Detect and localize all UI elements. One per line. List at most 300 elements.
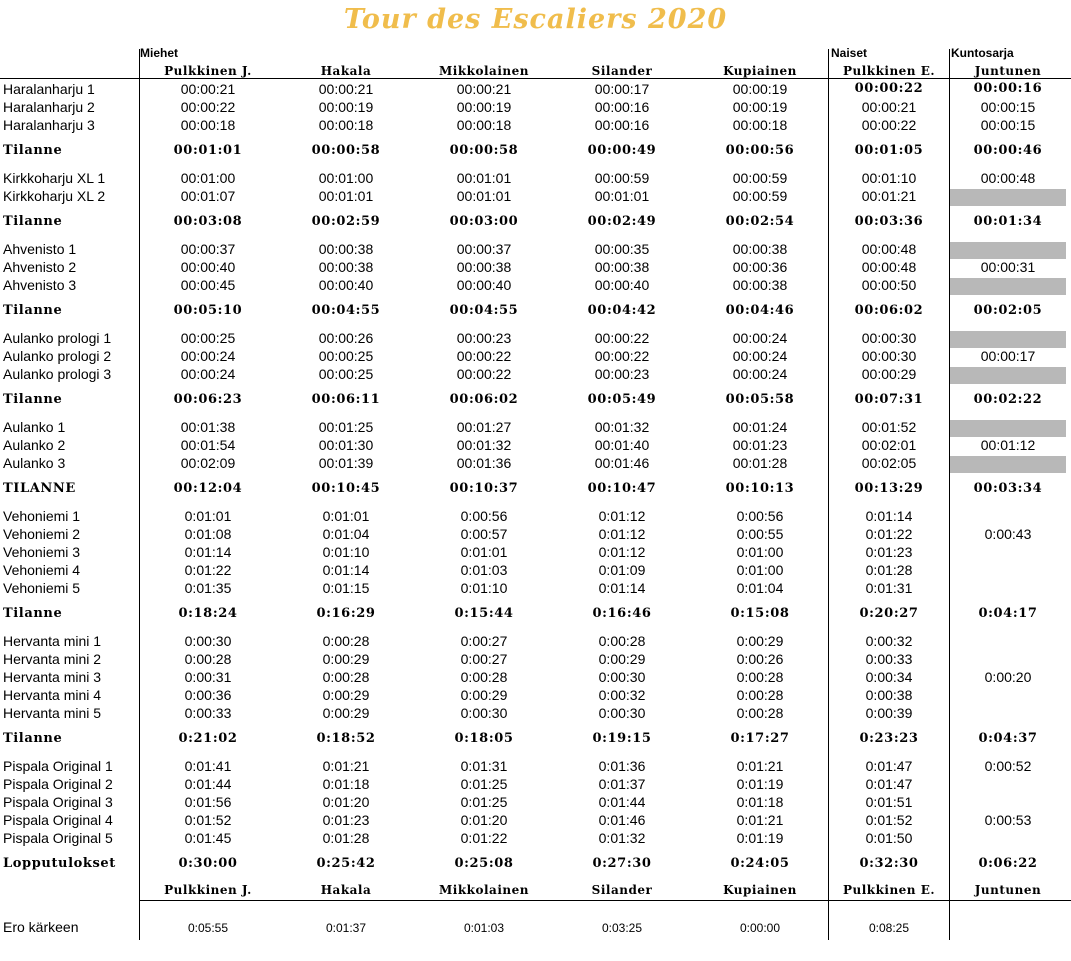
row-label: Vehoniemi 5 xyxy=(3,580,81,596)
group-label-men: Miehet xyxy=(140,46,179,60)
time-cell: 0:16:46 xyxy=(592,606,652,621)
time-cell: 0:06:22 xyxy=(978,856,1038,871)
time-cell: 00:00:19 xyxy=(732,81,788,97)
time-cell: 00:01:23 xyxy=(732,437,788,453)
time-cell: 0:15:44 xyxy=(454,606,514,621)
results-table xyxy=(0,45,1071,961)
column-header: Kupiainen xyxy=(723,64,797,78)
time-cell: 00:00:15 xyxy=(980,117,1036,133)
time-cell: 00:00:37 xyxy=(456,241,512,257)
time-cell: 00:00:59 xyxy=(732,170,788,186)
time-cell: 00:00:23 xyxy=(456,330,512,346)
time-cell: 0:00:32 xyxy=(865,633,913,649)
row-label: Vehoniemi 4 xyxy=(3,562,81,578)
row-label: Ahvenisto 2 xyxy=(3,259,77,275)
time-cell: 0:00:20 xyxy=(984,669,1032,685)
time-cell: 00:06:02 xyxy=(854,303,924,318)
column-header: Silander xyxy=(591,64,653,78)
time-cell: 00:06:23 xyxy=(173,392,243,407)
time-cell: 00:00:17 xyxy=(594,81,650,97)
time-cell: 00:00:48 xyxy=(980,170,1036,186)
group-label-women: Naiset xyxy=(831,46,868,60)
time-cell: 0:01:01 xyxy=(460,544,508,560)
time-cell: 00:00:16 xyxy=(594,99,650,115)
row-label: Haralanharju 3 xyxy=(3,117,95,133)
time-cell: 00:01:54 xyxy=(180,437,236,453)
row-label: Hervanta mini 1 xyxy=(3,633,102,649)
time-cell: 0:01:23 xyxy=(322,812,370,828)
time-cell: 0:01:20 xyxy=(322,794,370,810)
time-cell: 00:01:52 xyxy=(861,419,917,435)
time-cell: 00:01:36 xyxy=(456,455,512,471)
time-cell: 0:00:29 xyxy=(460,687,508,703)
time-cell: 0:01:21 xyxy=(736,812,784,828)
row-label: Pispala Original 2 xyxy=(3,776,113,792)
time-cell: 00:00:21 xyxy=(861,99,917,115)
time-cell: 0:00:39 xyxy=(865,705,913,721)
time-cell: 00:00:18 xyxy=(180,117,236,133)
time-cell: 0:01:31 xyxy=(460,758,508,774)
time-cell: 00:00:18 xyxy=(318,117,374,133)
time-cell: 00:10:13 xyxy=(725,481,795,496)
time-cell: 00:00:59 xyxy=(594,170,650,186)
time-cell: 00:01:07 xyxy=(180,188,236,204)
time-cell: 00:00:25 xyxy=(318,366,374,382)
time-cell: 00:01:10 xyxy=(861,170,917,186)
time-cell: 00:03:36 xyxy=(854,214,924,229)
time-cell: 00:00:23 xyxy=(594,366,650,382)
footer-column-header: Mikkolainen xyxy=(439,883,529,897)
time-cell: 0:01:21 xyxy=(322,758,370,774)
time-cell: 00:01:05 xyxy=(854,143,924,158)
row-label: TILANNE xyxy=(3,481,76,496)
time-cell: 0:01:00 xyxy=(736,562,784,578)
time-cell: 00:00:49 xyxy=(587,143,657,158)
time-cell: 00:00:46 xyxy=(973,143,1043,158)
time-cell: 00:00:38 xyxy=(456,259,512,275)
table-rule xyxy=(139,900,1071,901)
time-cell: 0:01:14 xyxy=(598,580,646,596)
time-cell: 0:00:26 xyxy=(736,651,784,667)
time-cell: 00:00:24 xyxy=(180,348,236,364)
time-cell: 00:01:25 xyxy=(318,419,374,435)
time-cell: 0:00:30 xyxy=(184,633,232,649)
column-divider xyxy=(139,49,140,940)
time-cell: 0:00:29 xyxy=(322,705,370,721)
time-cell: 0:01:00 xyxy=(736,544,784,560)
time-cell: 00:00:38 xyxy=(594,259,650,275)
time-cell: 00:01:28 xyxy=(732,455,788,471)
time-cell: 00:13:29 xyxy=(854,481,924,496)
row-label: Lopputulokset xyxy=(3,856,116,871)
time-cell: 0:19:15 xyxy=(592,731,652,746)
time-cell: 0:01:20 xyxy=(460,812,508,828)
time-cell: 00:01:01 xyxy=(456,188,512,204)
time-cell: 0:00:53 xyxy=(984,812,1032,828)
time-cell: 00:01:39 xyxy=(318,455,374,471)
time-cell: 00:00:59 xyxy=(732,188,788,204)
row-label: Tilanne xyxy=(3,606,63,621)
time-cell: 0:00:28 xyxy=(736,687,784,703)
time-cell: 00:05:49 xyxy=(587,392,657,407)
time-cell: 00:00:16 xyxy=(594,117,650,133)
time-cell: 0:01:44 xyxy=(184,776,232,792)
time-cell: 0:01:31 xyxy=(865,580,913,596)
time-cell: 0:24:05 xyxy=(730,856,790,871)
time-cell: 0:01:23 xyxy=(865,544,913,560)
empty-cell-shading xyxy=(950,242,1066,259)
time-cell: 0:04:17 xyxy=(978,606,1038,621)
time-cell: 00:10:37 xyxy=(449,481,519,496)
time-cell: 0:00:38 xyxy=(865,687,913,703)
time-cell: 0:01:47 xyxy=(865,776,913,792)
empty-cell-shading xyxy=(950,331,1066,348)
time-cell: 00:00:21 xyxy=(180,81,236,97)
time-cell: 0:18:24 xyxy=(178,606,238,621)
time-cell: 0:00:31 xyxy=(184,669,232,685)
time-cell: 00:02:49 xyxy=(587,214,657,229)
time-cell: 0:01:50 xyxy=(865,830,913,846)
gap-to-leader-cell: 0:00:00 xyxy=(739,921,781,935)
time-cell: 00:01:01 xyxy=(318,188,374,204)
time-cell: 00:00:29 xyxy=(861,366,917,382)
time-cell: 00:04:55 xyxy=(449,303,519,318)
time-cell: 0:00:29 xyxy=(598,651,646,667)
time-cell: 0:21:02 xyxy=(178,731,238,746)
time-cell: 0:01:22 xyxy=(184,562,232,578)
time-cell: 0:01:25 xyxy=(460,794,508,810)
time-cell: 0:01:56 xyxy=(184,794,232,810)
time-cell: 00:00:19 xyxy=(456,99,512,115)
group-label-fitness: Kuntosarja xyxy=(951,46,1014,60)
empty-cell-shading xyxy=(950,456,1066,473)
time-cell: 00:00:58 xyxy=(449,143,519,158)
time-cell: 00:01:00 xyxy=(318,170,374,186)
time-cell: 00:07:31 xyxy=(854,392,924,407)
time-cell: 00:01:32 xyxy=(594,419,650,435)
row-label: Pispala Original 1 xyxy=(3,758,113,774)
time-cell: 00:04:42 xyxy=(587,303,657,318)
time-cell: 00:02:54 xyxy=(725,214,795,229)
time-cell: 0:20:27 xyxy=(859,606,919,621)
time-cell: 0:01:04 xyxy=(736,580,784,596)
time-cell: 0:00:28 xyxy=(736,705,784,721)
time-cell: 0:00:29 xyxy=(322,687,370,703)
time-cell: 00:00:40 xyxy=(456,277,512,293)
row-label: Ahvenisto 1 xyxy=(3,241,77,257)
time-cell: 00:01:00 xyxy=(180,170,236,186)
time-cell: 0:01:18 xyxy=(736,794,784,810)
row-label: Hervanta mini 2 xyxy=(3,651,102,667)
time-cell: 00:00:45 xyxy=(180,277,236,293)
gap-to-leader-cell: 0:08:25 xyxy=(868,921,910,935)
gap-to-leader-cell: 0:03:25 xyxy=(601,921,643,935)
time-cell: 00:00:22 xyxy=(854,81,924,96)
row-label: Hervanta mini 4 xyxy=(3,687,102,703)
time-cell: 00:00:15 xyxy=(980,99,1036,115)
time-cell: 00:05:10 xyxy=(173,303,243,318)
time-cell: 0:01:45 xyxy=(184,830,232,846)
time-cell: 00:00:26 xyxy=(318,330,374,346)
time-cell: 0:01:47 xyxy=(865,758,913,774)
row-label: Pispala Original 4 xyxy=(3,812,113,828)
time-cell: 0:17:27 xyxy=(730,731,790,746)
time-cell: 0:01:21 xyxy=(736,758,784,774)
row-label: Haralanharju 1 xyxy=(3,81,95,97)
row-label: Tilanne xyxy=(3,731,63,746)
time-cell: 0:01:12 xyxy=(598,526,646,542)
time-cell: 0:25:42 xyxy=(316,856,376,871)
time-cell: 0:01:22 xyxy=(460,830,508,846)
table-rule xyxy=(0,78,1071,79)
row-label: Kirkkoharju XL 1 xyxy=(3,170,106,186)
time-cell: 00:01:32 xyxy=(456,437,512,453)
page-title: Tour des Escaliers 2020 xyxy=(343,4,728,35)
time-cell: 0:04:37 xyxy=(978,731,1038,746)
time-cell: 0:01:19 xyxy=(736,776,784,792)
time-cell: 00:03:34 xyxy=(973,481,1043,496)
time-cell: 00:02:59 xyxy=(311,214,381,229)
time-cell: 0:01:14 xyxy=(322,562,370,578)
time-cell: 00:00:38 xyxy=(318,241,374,257)
time-cell: 0:00:56 xyxy=(736,508,784,524)
time-cell: 0:00:33 xyxy=(184,705,232,721)
time-cell: 0:01:10 xyxy=(460,580,508,596)
time-cell: 00:00:21 xyxy=(318,81,374,97)
time-cell: 0:01:37 xyxy=(598,776,646,792)
time-cell: 0:00:32 xyxy=(598,687,646,703)
time-cell: 0:00:30 xyxy=(598,669,646,685)
time-cell: 00:01:01 xyxy=(173,143,243,158)
time-cell: 00:00:50 xyxy=(861,277,917,293)
time-cell: 00:04:55 xyxy=(311,303,381,318)
time-cell: 00:00:16 xyxy=(973,81,1043,96)
footer-column-header: Pulkkinen J. xyxy=(164,883,252,897)
row-label: Tilanne xyxy=(3,303,63,318)
time-cell: 0:01:22 xyxy=(865,526,913,542)
time-cell: 0:01:28 xyxy=(322,830,370,846)
time-cell: 00:00:30 xyxy=(861,348,917,364)
time-cell: 0:25:08 xyxy=(454,856,514,871)
time-cell: 00:10:45 xyxy=(311,481,381,496)
time-cell: 0:01:03 xyxy=(460,562,508,578)
time-cell: 00:00:40 xyxy=(594,277,650,293)
time-cell: 00:00:37 xyxy=(180,241,236,257)
time-cell: 00:00:40 xyxy=(180,259,236,275)
time-cell: 00:00:31 xyxy=(980,259,1036,275)
time-cell: 00:01:38 xyxy=(180,419,236,435)
column-header: Hakala xyxy=(320,64,372,78)
time-cell: 00:00:38 xyxy=(732,241,788,257)
gap-to-leader-cell: 0:01:37 xyxy=(325,921,367,935)
time-cell: 0:00:30 xyxy=(598,705,646,721)
row-label: Aulanko prologi 1 xyxy=(3,330,112,346)
time-cell: 0:01:10 xyxy=(322,544,370,560)
time-cell: 00:02:22 xyxy=(973,392,1043,407)
time-cell: 00:01:30 xyxy=(318,437,374,453)
time-cell: 0:00:36 xyxy=(184,687,232,703)
time-cell: 00:12:04 xyxy=(173,481,243,496)
time-cell: 0:01:01 xyxy=(184,508,232,524)
time-cell: 00:00:19 xyxy=(732,99,788,115)
row-label: Hervanta mini 3 xyxy=(3,669,102,685)
row-label: Ahvenisto 3 xyxy=(3,277,77,293)
time-cell: 0:01:46 xyxy=(598,812,646,828)
row-label: Kirkkoharju XL 2 xyxy=(3,188,106,204)
time-cell: 0:16:29 xyxy=(316,606,376,621)
time-cell: 00:00:22 xyxy=(456,348,512,364)
time-cell: 0:01:14 xyxy=(184,544,232,560)
row-label: Haralanharju 2 xyxy=(3,99,95,115)
column-header: Pulkkinen E. xyxy=(842,64,936,78)
time-cell: 00:00:25 xyxy=(180,330,236,346)
column-header: Pulkkinen J. xyxy=(164,64,252,78)
footer-column-header: Kupiainen xyxy=(723,883,797,897)
row-label: Tilanne xyxy=(3,392,63,407)
time-cell: 00:00:22 xyxy=(861,117,917,133)
time-cell: 0:00:28 xyxy=(184,651,232,667)
time-cell: 00:00:24 xyxy=(180,366,236,382)
time-cell: 0:01:35 xyxy=(184,580,232,596)
time-cell: 0:00:27 xyxy=(460,651,508,667)
time-cell: 00:00:48 xyxy=(861,259,917,275)
footer-column-header: Silander xyxy=(591,883,653,897)
time-cell: 00:00:38 xyxy=(732,277,788,293)
time-cell: 0:00:43 xyxy=(984,526,1032,542)
time-cell: 0:01:44 xyxy=(598,794,646,810)
empty-cell-shading xyxy=(950,189,1066,206)
time-cell: 00:02:01 xyxy=(861,437,917,453)
column-header: Juntunen xyxy=(974,64,1042,78)
time-cell: 00:00:36 xyxy=(732,259,788,275)
column-header: Mikkolainen xyxy=(439,64,529,78)
time-cell: 0:00:29 xyxy=(322,651,370,667)
time-cell: 0:00:28 xyxy=(598,633,646,649)
time-cell: 00:06:02 xyxy=(449,392,519,407)
time-cell: 0:00:28 xyxy=(322,633,370,649)
time-cell: 0:00:34 xyxy=(865,669,913,685)
time-cell: 0:01:41 xyxy=(184,758,232,774)
time-cell: 0:27:30 xyxy=(592,856,652,871)
time-cell: 00:01:27 xyxy=(456,419,512,435)
time-cell: 0:30:00 xyxy=(178,856,238,871)
time-cell: 0:00:56 xyxy=(460,508,508,524)
time-cell: 0:01:01 xyxy=(322,508,370,524)
row-label: Aulanko 2 xyxy=(3,437,66,453)
time-cell: 00:01:34 xyxy=(973,214,1043,229)
time-cell: 00:06:11 xyxy=(311,392,381,407)
time-cell: 00:00:18 xyxy=(456,117,512,133)
gap-to-leader-cell: 0:05:55 xyxy=(187,921,229,935)
time-cell: 00:00:40 xyxy=(318,277,374,293)
time-cell: 00:01:24 xyxy=(732,419,788,435)
row-label: Aulanko prologi 2 xyxy=(3,348,112,364)
footer-column-header: Hakala xyxy=(320,883,372,897)
footer-column-header: Juntunen xyxy=(974,883,1042,897)
time-cell: 0:00:55 xyxy=(736,526,784,542)
time-cell: 0:23:23 xyxy=(859,731,919,746)
time-cell: 0:00:28 xyxy=(736,669,784,685)
time-cell: 00:00:22 xyxy=(180,99,236,115)
time-cell: 00:00:21 xyxy=(456,81,512,97)
time-cell: 0:00:28 xyxy=(460,669,508,685)
time-cell: 0:01:09 xyxy=(598,562,646,578)
time-cell: 0:01:08 xyxy=(184,526,232,542)
time-cell: 00:05:58 xyxy=(725,392,795,407)
time-cell: 00:00:17 xyxy=(980,348,1036,364)
time-cell: 0:01:15 xyxy=(322,580,370,596)
time-cell: 00:00:30 xyxy=(861,330,917,346)
gap-to-leader-cell: 0:01:03 xyxy=(463,921,505,935)
time-cell: 00:03:00 xyxy=(449,214,519,229)
time-cell: 0:01:52 xyxy=(865,812,913,828)
time-cell: 00:00:38 xyxy=(318,259,374,275)
time-cell: 00:00:22 xyxy=(456,366,512,382)
time-cell: 00:00:22 xyxy=(594,330,650,346)
row-label: Tilanne xyxy=(3,143,63,158)
time-cell: 0:01:14 xyxy=(865,508,913,524)
time-cell: 0:01:25 xyxy=(460,776,508,792)
row-label: Aulanko 3 xyxy=(3,455,66,471)
time-cell: 0:00:28 xyxy=(322,669,370,685)
row-label: Vehoniemi 2 xyxy=(3,526,81,542)
time-cell: 00:01:01 xyxy=(456,170,512,186)
time-cell: 0:01:18 xyxy=(322,776,370,792)
time-cell: 00:00:24 xyxy=(732,366,788,382)
row-label: Vehoniemi 3 xyxy=(3,544,81,560)
empty-cell-shading xyxy=(950,367,1066,384)
time-cell: 00:01:12 xyxy=(980,437,1036,453)
time-cell: 0:01:36 xyxy=(598,758,646,774)
time-cell: 0:18:05 xyxy=(454,731,514,746)
time-cell: 00:00:58 xyxy=(311,143,381,158)
time-cell: 00:02:05 xyxy=(973,303,1043,318)
empty-cell-shading xyxy=(950,420,1066,437)
row-label: Pispala Original 5 xyxy=(3,830,113,846)
time-cell: 00:02:09 xyxy=(180,455,236,471)
time-cell: 00:01:01 xyxy=(594,188,650,204)
time-cell: 0:00:29 xyxy=(736,633,784,649)
time-cell: 00:02:05 xyxy=(861,455,917,471)
time-cell: 00:00:25 xyxy=(318,348,374,364)
time-cell: 00:00:35 xyxy=(594,241,650,257)
time-cell: 0:00:33 xyxy=(865,651,913,667)
time-cell: 0:32:30 xyxy=(859,856,919,871)
time-cell: 0:15:08 xyxy=(730,606,790,621)
time-cell: 0:00:30 xyxy=(460,705,508,721)
gap-to-leader-label: Ero kärkeen xyxy=(3,919,79,935)
time-cell: 0:01:19 xyxy=(736,830,784,846)
time-cell: 00:04:46 xyxy=(725,303,795,318)
time-cell: 00:00:19 xyxy=(318,99,374,115)
time-cell: 00:00:18 xyxy=(732,117,788,133)
row-label: Hervanta mini 5 xyxy=(3,705,102,721)
time-cell: 0:01:04 xyxy=(322,526,370,542)
row-label: Aulanko prologi 3 xyxy=(3,366,112,382)
time-cell: 00:01:40 xyxy=(594,437,650,453)
time-cell: 0:01:12 xyxy=(598,508,646,524)
time-cell: 0:01:28 xyxy=(865,562,913,578)
time-cell: 00:10:47 xyxy=(587,481,657,496)
time-cell: 0:01:51 xyxy=(865,794,913,810)
time-cell: 00:01:46 xyxy=(594,455,650,471)
row-label: Vehoniemi 1 xyxy=(3,508,81,524)
time-cell: 00:00:56 xyxy=(725,143,795,158)
empty-cell-shading xyxy=(950,278,1066,295)
time-cell: 0:00:52 xyxy=(984,758,1032,774)
row-label: Aulanko 1 xyxy=(3,419,66,435)
time-cell: 00:00:24 xyxy=(732,348,788,364)
